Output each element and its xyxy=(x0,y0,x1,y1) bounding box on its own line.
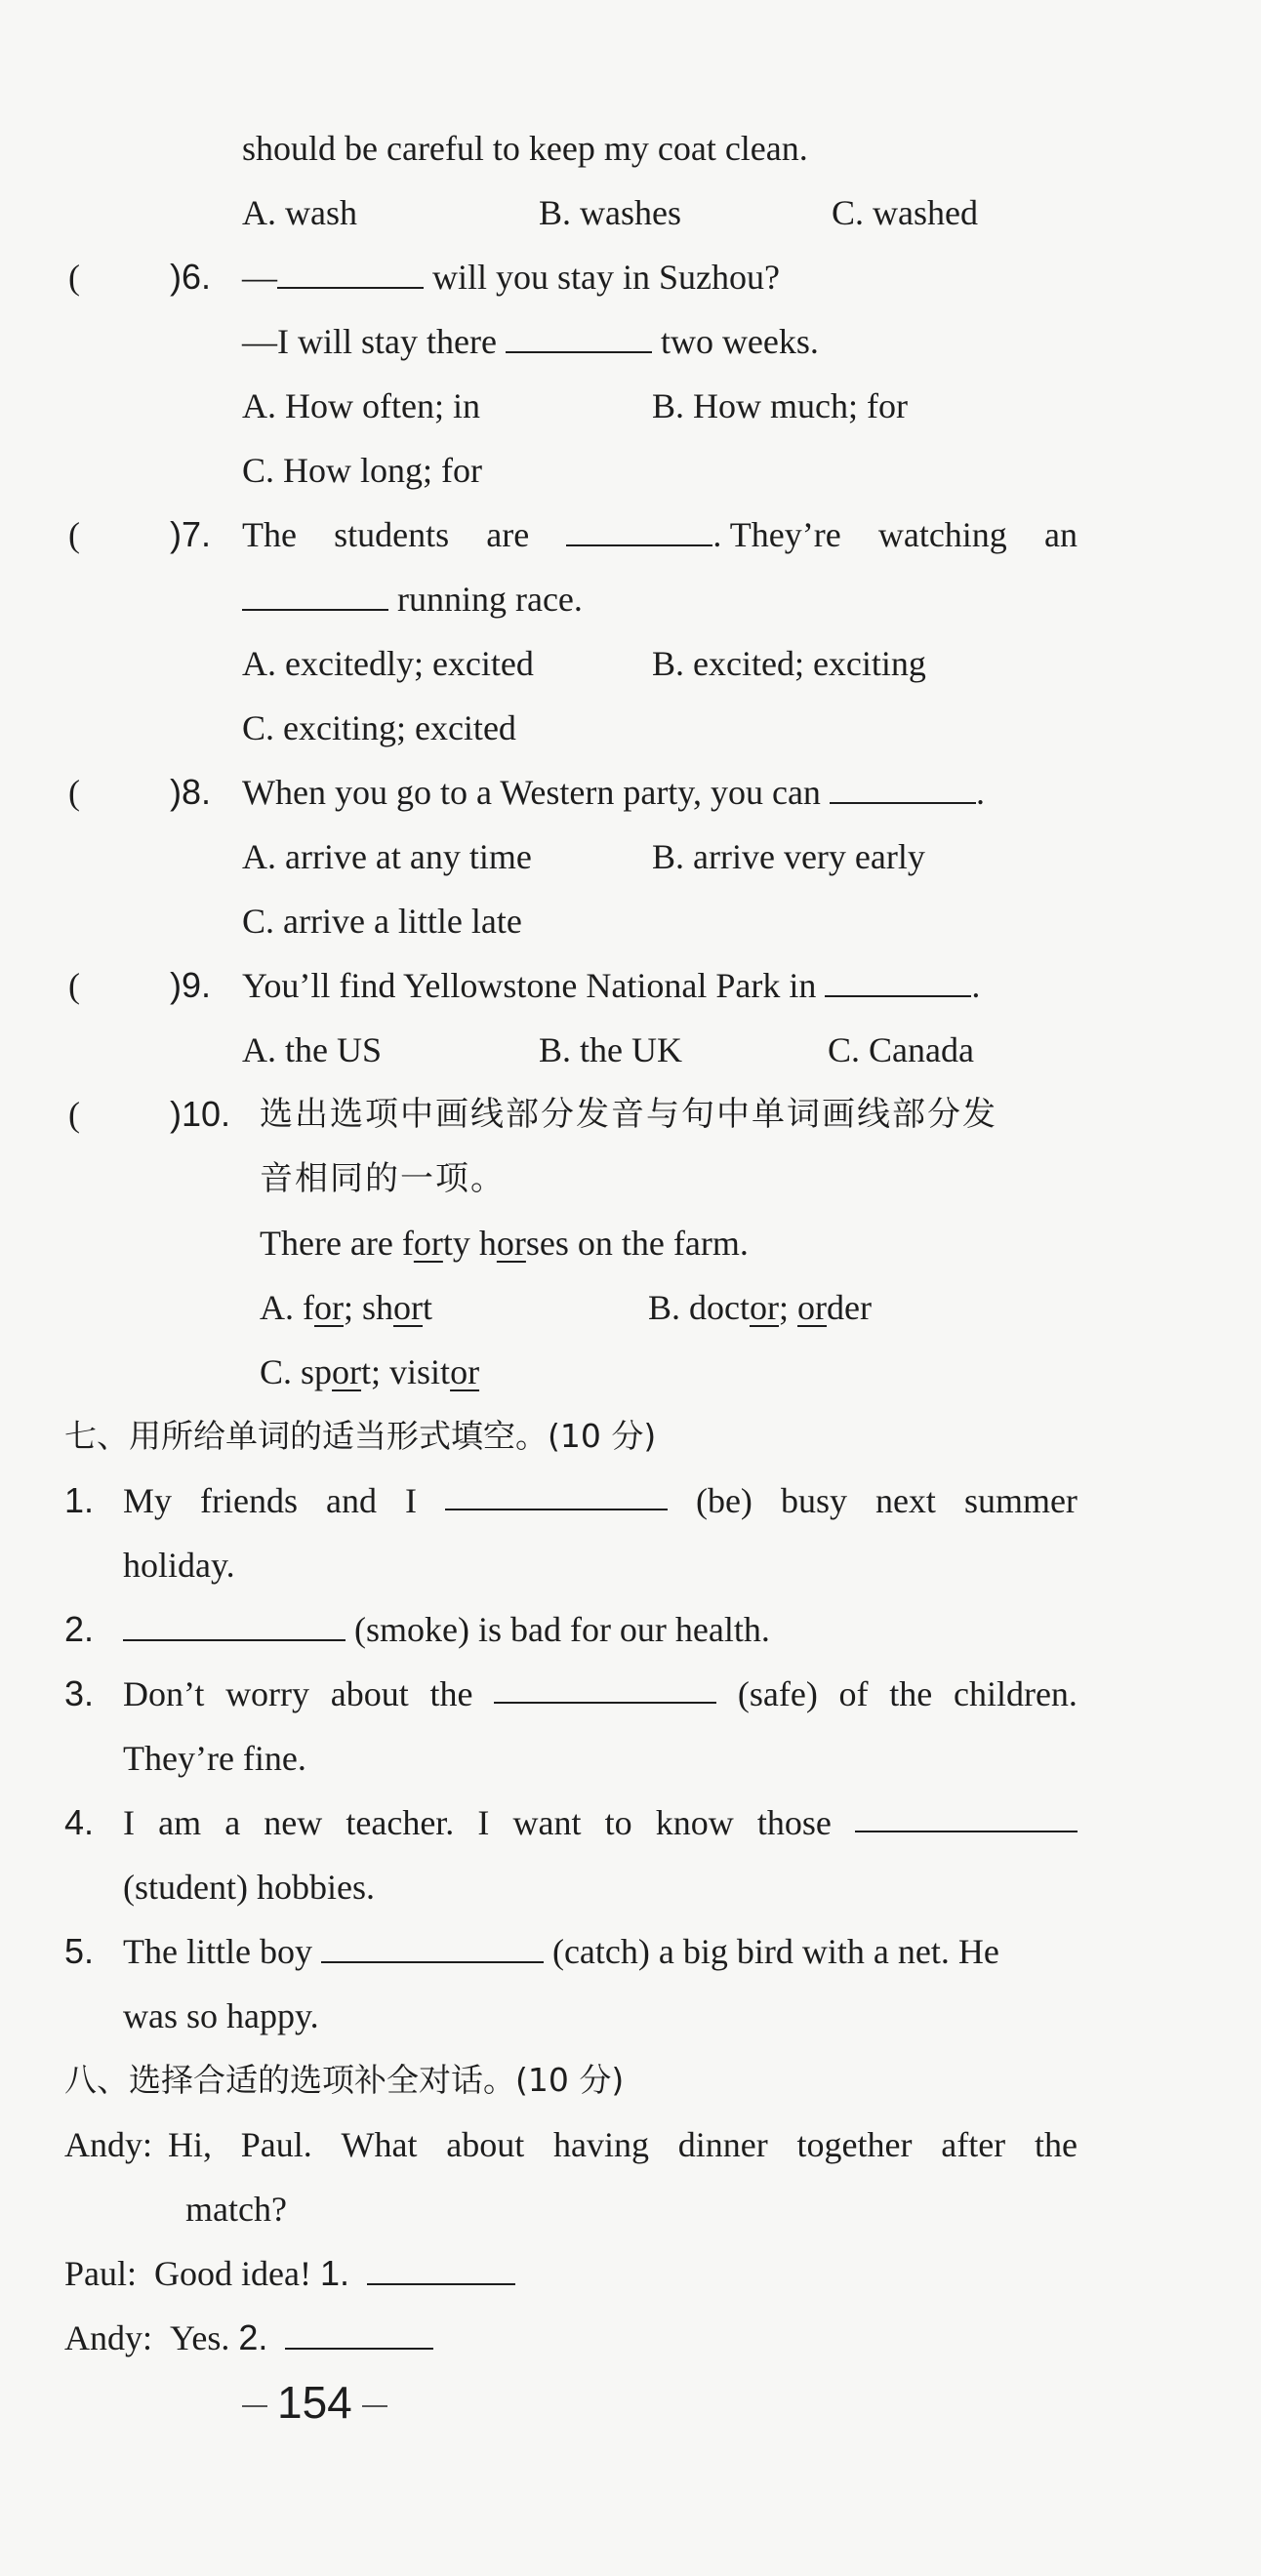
q6-line1: — will you stay in Suzhou? xyxy=(242,258,780,297)
q6-option-c: C. How long; for xyxy=(242,451,482,490)
q8-option-c: C. arrive a little late xyxy=(242,902,522,941)
q6-option-a: A. How often; in xyxy=(242,386,480,425)
s7-item4-line1: I am a new teacher. I want to know those xyxy=(123,1801,1078,1844)
s7-item3-blank[interactable] xyxy=(494,1672,716,1704)
s7-item3-line1: Don’t worry about the (safe) of the children. xyxy=(123,1674,1078,1713)
q6-option-b: B. How much; for xyxy=(652,386,908,425)
s7-item4-line2: (student) hobbies. xyxy=(123,1868,375,1907)
q9-answer-paren[interactable]: ( )9. xyxy=(68,965,212,1005)
q9-number: )9. xyxy=(170,965,212,1005)
s7-item2-number: 2. xyxy=(64,1609,95,1649)
q7-line2: running race. xyxy=(242,578,583,621)
q10-option-b: B. doctor; order xyxy=(648,1288,872,1327)
page-number-left-dash xyxy=(242,2405,267,2407)
q9-stem: You’ll find Yellowstone National Park in . xyxy=(242,966,981,1005)
s7-item3-number: 3. xyxy=(64,1673,95,1713)
q10-option-c: C. sport; visitor xyxy=(260,1352,480,1391)
q6-line2: —I will stay there two weeks. xyxy=(242,322,819,361)
s7-item1-number: 1. xyxy=(64,1480,95,1520)
q9-blank[interactable] xyxy=(825,966,971,997)
s7-item1-line1: My friends and I (be) busy next summer xyxy=(123,1481,1078,1520)
q5-option-b: B. washes xyxy=(539,193,681,232)
q9-option-b: B. the UK xyxy=(539,1030,682,1069)
s7-item3-line2: They’re fine. xyxy=(123,1739,306,1778)
s7-item2-blank[interactable] xyxy=(123,1610,346,1641)
s7-item1-blank[interactable] xyxy=(445,1479,668,1510)
q8-option-a: A. arrive at any time xyxy=(242,837,532,876)
q6-number: )6. xyxy=(170,257,212,297)
s7-item4-number: 4. xyxy=(64,1802,95,1842)
dialog-3-line: Andy: Yes. 2. xyxy=(64,2316,433,2359)
dialog-2-blank[interactable] xyxy=(367,2254,515,2285)
dialog-1-line2: match? xyxy=(185,2190,287,2229)
q6-answer-paren[interactable]: ( )6. xyxy=(68,257,212,297)
s7-item5-line2: was so happy. xyxy=(123,1996,319,2035)
q10-sentence: There are forty horses on the farm. xyxy=(260,1224,749,1263)
section-7-title: 七、用所给单词的适当形式填空。(10 分) xyxy=(64,1417,657,1455)
q5-option-c: C. washed xyxy=(832,193,978,232)
page-number-right-dash xyxy=(362,2405,387,2407)
section-8-title: 八、选择合适的选项补全对话。(10 分) xyxy=(64,2061,625,2099)
q8-answer-paren[interactable]: ( )8. xyxy=(68,772,212,812)
dialog-1-line1: Hi, Paul. What about having dinner together after the xyxy=(168,2125,1078,2164)
q8-option-b: B. arrive very early xyxy=(652,837,925,876)
q7-line1: The students are . They’re watching an xyxy=(242,515,1078,554)
q10-number: )10. xyxy=(170,1094,231,1134)
q10-answer-paren[interactable]: ( )10. xyxy=(68,1094,231,1134)
s7-item1-line2: holiday. xyxy=(123,1546,235,1585)
s7-item5-blank[interactable] xyxy=(321,1932,544,1963)
s7-item5-number: 5. xyxy=(64,1931,95,1971)
page-number: 154 xyxy=(232,2373,397,2432)
q7-option-b: B. excited; exciting xyxy=(652,644,926,683)
q8-stem: When you go to a Western party, you can . xyxy=(242,773,985,812)
q10-instruction-line2: 音相同的一项。 xyxy=(260,1159,506,1198)
s7-item2-line: (smoke) is bad for our health. xyxy=(123,1608,770,1651)
dialog-1-speaker: Andy: xyxy=(64,2125,152,2164)
q6-blank-2[interactable] xyxy=(506,322,652,353)
q7-answer-paren[interactable]: ( )7. xyxy=(68,514,212,554)
s7-item5-line1: The little boy (catch) a big bird with a net. He xyxy=(123,1932,999,1971)
q5-stem-tail: should be careful to keep my coat clean. xyxy=(242,129,808,168)
q7-blank-1[interactable] xyxy=(566,515,712,546)
q10-option-a: A. for; short xyxy=(260,1288,433,1327)
dialog-3-blank[interactable] xyxy=(285,2318,433,2350)
q5-option-a: A. wash xyxy=(242,193,357,232)
q7-blank-2[interactable] xyxy=(242,580,388,611)
s7-item4-blank[interactable] xyxy=(855,1801,1078,1832)
q9-option-c: C. Canada xyxy=(828,1030,974,1069)
q6-blank-1[interactable] xyxy=(277,258,424,289)
q7-number: )7. xyxy=(170,514,212,554)
q8-blank[interactable] xyxy=(830,773,976,804)
q10-instruction-line1: 选出选项中画线部分发音与句中单词画线部分发 xyxy=(260,1095,997,1134)
dialog-2-line: Paul: Good idea! 1. xyxy=(64,2252,515,2295)
q7-option-a: A. excitedly; excited xyxy=(242,644,534,683)
q9-option-a: A. the US xyxy=(242,1030,382,1069)
q7-option-c: C. exciting; excited xyxy=(242,708,516,747)
q8-number: )8. xyxy=(170,772,212,812)
